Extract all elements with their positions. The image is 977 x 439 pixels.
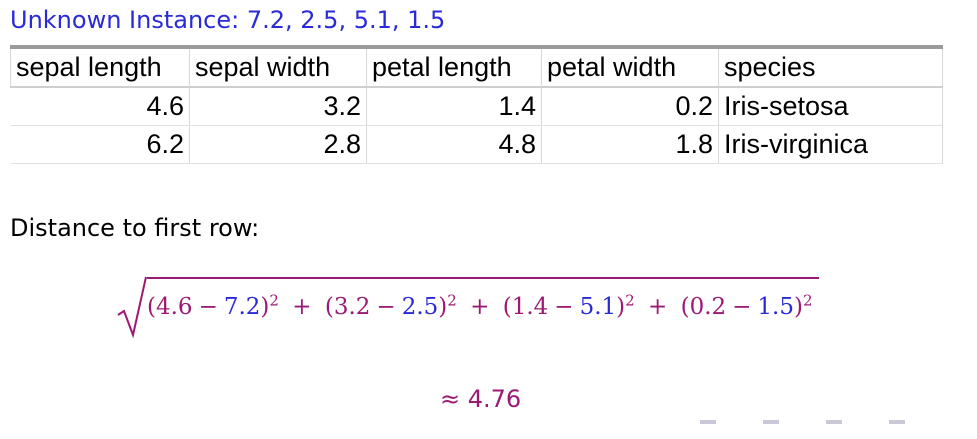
unknown-value: 1.5 xyxy=(757,293,794,320)
known-value: 3.2 xyxy=(333,293,371,320)
plus-sign: + xyxy=(470,293,490,320)
exponent: 2 xyxy=(802,291,813,309)
cell-sepal-length: 6.2 xyxy=(11,126,190,164)
table-header-row xyxy=(11,47,943,87)
distance-label: Distance to first row: xyxy=(10,214,260,242)
iris-data-table xyxy=(10,45,943,164)
known-value: 0.2 xyxy=(689,293,727,320)
formula-term: $(0.2 - 1.5)^2$ xyxy=(680,291,813,320)
header-petal-length: petal length xyxy=(367,47,542,87)
cell-petal-length: 1.4 xyxy=(367,87,542,126)
cell-species: Iris-virginica xyxy=(719,126,943,164)
cell-petal-width: 1.8 xyxy=(542,126,719,164)
distance-formula xyxy=(117,275,819,339)
formula-term: $(4.6 - 7.2)^2$ xyxy=(147,291,279,320)
plus-sign: + xyxy=(647,293,668,320)
title-values: 7.2, 2.5, 5.1, 1.5 xyxy=(246,6,446,34)
cell-sepal-width: 2.8 xyxy=(190,126,367,164)
iris-table-container xyxy=(10,45,943,164)
header-sepal-width: sepal width xyxy=(190,47,367,87)
slide-title xyxy=(10,6,445,34)
minus-sign: − xyxy=(198,293,218,320)
title-prefix: Unknown Instance: xyxy=(10,6,247,34)
cell-species: Iris-setosa xyxy=(719,87,943,126)
cell-petal-width: 0.2 xyxy=(542,87,719,126)
known-value: 4.6 xyxy=(155,293,193,320)
header-petal-width: petal width xyxy=(542,47,719,87)
plus-sign: + xyxy=(292,293,312,320)
nav-section-icon[interactable] xyxy=(763,420,779,424)
cell-petal-length: 4.8 xyxy=(367,126,542,164)
cell-sepal-width: 3.2 xyxy=(190,87,367,126)
minus-sign: − xyxy=(732,293,752,320)
exponent: 2 xyxy=(625,291,635,309)
exponent: 2 xyxy=(269,291,279,309)
known-value: 1.4 xyxy=(511,293,549,320)
table-row xyxy=(11,126,943,164)
radicand xyxy=(147,277,819,320)
table-row xyxy=(11,87,943,126)
unknown-value: 2.5 xyxy=(401,293,439,320)
header-sepal-length: sepal length xyxy=(11,47,190,87)
nav-prev-icon[interactable] xyxy=(700,420,716,424)
square-root-icon xyxy=(117,275,147,339)
unknown-value: 7.2 xyxy=(223,293,261,320)
nav-next-icon[interactable] xyxy=(889,420,905,424)
nav-subsection-icon[interactable] xyxy=(826,420,842,424)
formula-term: $(3.2 - 2.5)^2$ xyxy=(324,291,457,320)
slide-navigation[interactable] xyxy=(700,420,977,429)
distance-result: ≈ 4.76 xyxy=(440,385,522,413)
minus-sign: − xyxy=(554,293,574,320)
exponent: 2 xyxy=(447,291,457,309)
minus-sign: − xyxy=(376,293,396,320)
header-species: species xyxy=(719,47,943,87)
unknown-value: 5.1 xyxy=(579,293,617,320)
formula-term: $(1.4 - 5.1)^2$ xyxy=(502,291,635,320)
cell-sepal-length: 4.6 xyxy=(11,87,190,126)
